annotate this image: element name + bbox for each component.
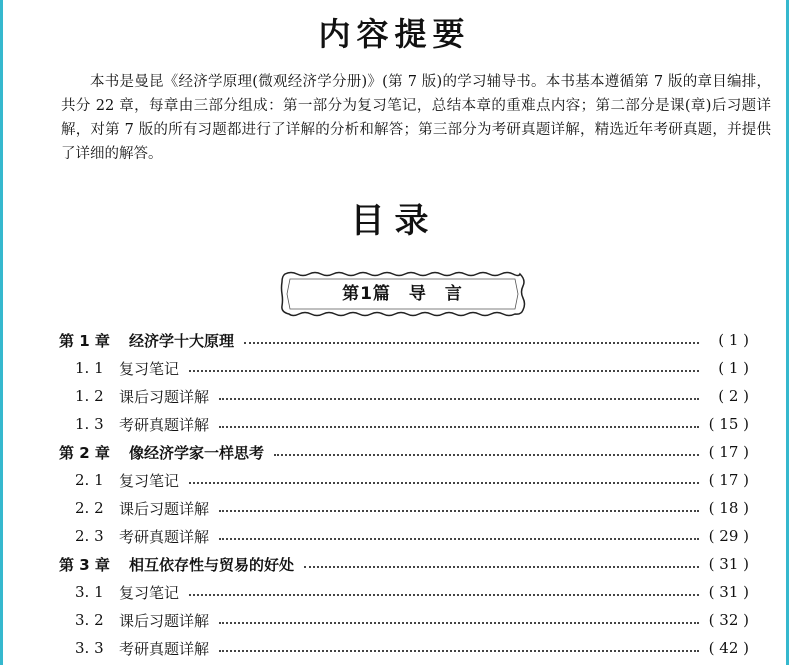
toc-dot-leader	[189, 368, 699, 372]
toc-entry-title: 课后习题详解	[119, 611, 210, 630]
toc-entry-title: 考研真题详解	[119, 527, 210, 546]
toc-dot-leader	[244, 340, 699, 344]
toc-entry-number: 第 2 章	[59, 443, 110, 462]
toc-entry-page: ( 42 )	[708, 639, 749, 657]
toc-dot-leader	[219, 508, 699, 512]
toc-entry-number: 3. 1	[75, 583, 104, 601]
toc-dot-leader	[219, 424, 699, 428]
toc-section-row[interactable]	[59, 634, 749, 662]
toc-dot-leader	[189, 480, 699, 484]
toc-entry-title: 复习笔记	[119, 583, 180, 602]
toc-entry-number: 第 3 章	[59, 555, 110, 574]
toc-entry-page: ( 1 )	[718, 331, 749, 349]
toc-entry-title: 课后习题详解	[119, 387, 210, 406]
toc-entry-number: 第 1 章	[59, 331, 110, 350]
toc-entry-page: ( 17 )	[708, 471, 749, 489]
summary-title: 内容提要	[318, 15, 471, 53]
toc-entry-page: ( 29 )	[708, 527, 749, 545]
toc-entry-page: ( 1 )	[718, 359, 749, 377]
toc-entry-page: ( 18 )	[708, 499, 749, 517]
toc-entry-page: ( 17 )	[708, 443, 749, 461]
toc-entry-number: 1. 3	[75, 415, 104, 433]
toc-entry-number: 2. 2	[75, 499, 104, 517]
toc-section-row[interactable]	[59, 410, 749, 438]
toc-entry-number: 2. 3	[75, 527, 104, 545]
toc-entry-page: ( 31 )	[708, 583, 749, 601]
toc-dot-leader	[219, 536, 699, 540]
toc-title: 目录	[350, 201, 439, 241]
toc-entry-title: 像经济学家一样思考	[129, 443, 265, 462]
toc-entry-page: ( 31 )	[708, 555, 749, 573]
toc-chapter-row[interactable]	[59, 438, 749, 466]
toc-section-row[interactable]	[59, 354, 749, 382]
toc-dot-leader	[189, 592, 699, 596]
toc-dot-leader	[219, 620, 699, 624]
toc-entry-title: 复习笔记	[119, 359, 180, 378]
toc-section-row[interactable]	[59, 578, 749, 606]
toc-entry-title: 相互依存性与贸易的好处	[129, 555, 295, 574]
toc-dot-leader	[274, 452, 699, 456]
toc-entry-page: ( 15 )	[708, 415, 749, 433]
toc-entry-number: 2. 1	[75, 471, 104, 489]
toc-dot-leader	[219, 648, 699, 652]
toc-section-row[interactable]	[59, 606, 749, 634]
toc-entry-title: 课后习题详解	[119, 499, 210, 518]
toc-entry-title: 复习笔记	[119, 471, 180, 490]
toc-entry-title: 考研真题详解	[119, 639, 210, 658]
toc-entry-title: 经济学十大原理	[129, 331, 235, 350]
toc-section-row[interactable]	[59, 466, 749, 494]
toc-entry-title: 考研真题详解	[119, 415, 210, 434]
toc-dot-leader	[304, 564, 699, 568]
toc-chapter-row[interactable]	[59, 326, 749, 354]
toc-entry-number: 3. 2	[75, 611, 104, 629]
toc-chapter-row[interactable]	[59, 550, 749, 578]
summary-paragraph: 本书是曼昆《经济学原理(微观经济学分册)》(第 7 版)的学习辅导书。本书基本遵循第 7 版的章目编排，共分 22 章，每章由三部分组成：第一部分为复习笔记，总结本章的重难点内容；第二部分是课(章)后习题详解，对第 7 版的所有习题都进行了详解的分析和解答；第三部分为考研真题详解，精选近年考研真题，并提供了详细的解答。	[61, 74, 771, 162]
part-label: 第1篇 导 言	[342, 284, 463, 304]
toc-entry-number: 1. 1	[75, 359, 104, 377]
toc-entry-page: ( 32 )	[708, 611, 749, 629]
toc-entry-number: 1. 2	[75, 387, 104, 405]
toc-dot-leader	[219, 396, 699, 400]
part-banner	[275, 270, 530, 318]
toc-entry-number: 3. 3	[75, 639, 104, 657]
toc-entry-page: ( 2 )	[718, 387, 749, 405]
toc-list	[59, 326, 749, 662]
toc-section-row[interactable]	[59, 522, 749, 550]
toc-section-row[interactable]	[59, 382, 749, 410]
toc-section-row[interactable]	[59, 494, 749, 522]
